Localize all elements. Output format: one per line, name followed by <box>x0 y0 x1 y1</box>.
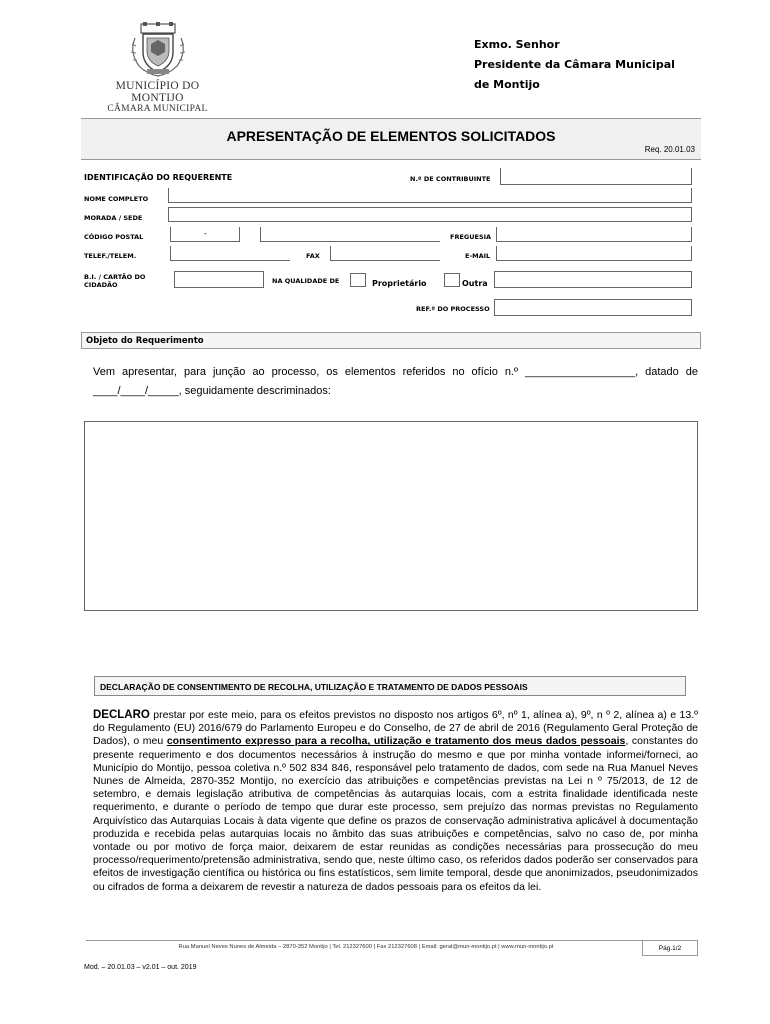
freguesia-label: FREGUESIA <box>450 233 492 241</box>
logo-text-camara: CÂMARA MUNICIPAL <box>107 104 208 114</box>
addressee-line-2: Presidente da Câmara Municipal <box>474 58 675 71</box>
fax-label: FAX <box>306 252 320 260</box>
codigo-postal-label: CÓDIGO POSTAL <box>84 233 144 241</box>
bi-field[interactable] <box>174 271 264 288</box>
freguesia-frame <box>496 227 692 242</box>
objeto-text: Vem apresentar, para junção ao processo, os elementos referidos no ofício n.º __________________, datado de ____/____/_____, seguidamente descriminados: <box>93 366 698 397</box>
addressee-line-1: Exmo. Senhor <box>474 38 560 51</box>
coat-of-arms-icon <box>127 22 189 78</box>
municipality-logo <box>95 22 220 112</box>
proprietario-checkbox[interactable] <box>350 273 366 287</box>
morada-field[interactable] <box>168 207 692 222</box>
outra-checkbox[interactable] <box>444 273 460 287</box>
telef-label: TELEF./TELEM. <box>84 252 137 260</box>
page-number: Pág.1/2 <box>642 940 698 956</box>
ref-processo-label: REF.º DO PROCESSO <box>416 305 490 313</box>
declaracao-part1: prestar por este meio, para os efeitos previstos no disposto nos artigos 6º, nº 1, alínea a), 9º, n º 2, alínea a) e 13.º do Regulamento (EU) 2016/679 do Parlamento Europeu e do Conselho, de 27 de abril de 2016 (Regulamento Geral Proteção de Dados), o meu <box>93 709 698 748</box>
morada-label: MORADA / SEDE <box>84 214 143 222</box>
email-label: E-MAIL <box>465 252 491 260</box>
declaracao-heading: DECLARAÇÃO DE CONSENTIMENTO DE RECOLHA, UTILIZAÇÃO E TRATAMENTO DE DADOS PESSOAIS <box>100 682 528 692</box>
email-frame <box>496 246 692 261</box>
contribuinte-field-frame <box>500 168 692 185</box>
footer-address: Rua Manuel Neves Nunes de Almeida – 2870-352 Montijo | Tel. 212327600 | Fax 212327608 | Email: geral@mun-montijo.pt | www.mun-montijo.pt <box>178 944 554 950</box>
declaracao-heading-box <box>94 676 686 696</box>
declaracao-lead: DECLARO <box>93 709 150 721</box>
declaracao-part2: , constantes do presente requerimento e dos documentos necessários à instrução do mesmo e que por minha vontade informei/forneci, ao Município do Montijo, pessoa coletiva n.º 502 834 846, responsável pelo tratamento de dados, com sede na Rua Manuel Neves Nunes de Almeida, 2870-352 Montijo, no exercício das atribuições e competências previstas na Lei n º 75/2013, de 12 de setembro, e demais legislação atributiva de competências às autarquias locais, com a estrita finalidade identificada neste requerimento, e durante o período de tempo que durar este processo, sem prejuízo das normas previstas no Regulamento Arquivístico das Autarquias Locais à data vigente que define os prazos de conservação administrativa aplicável à documentação produzida e recebida pelas autarquias locais no âmbito das suas atribuições e competências, salvo no caso de, por minha vontade ou por motivo de força maior, deixarem de estar reunidas as condições necessárias para prossecução do meu processo/requerimento/pretensão administrativa, sendo que, neste último caso, os referidos dados poderão ser conservados para efeitos de investigação científica ou histórica ou fins estatísticos, sem limite temporal, desde que anonimizados, pseudonimizados ou cifrados de forma a deixarem de revestir a natureza de dados pessoais para os efeitos da lei. <box>93 735 698 893</box>
contribuinte-label: N.º DE CONTRIBUINTE <box>410 175 491 183</box>
footer-bar <box>86 940 698 957</box>
elementos-textarea[interactable] <box>84 421 698 611</box>
addressee-line-3: de Montijo <box>474 78 540 91</box>
codigo-postal-separator: - <box>204 229 207 238</box>
outra-field[interactable] <box>494 271 692 288</box>
requerente-heading: IDENTIFICAÇÃO DO REQUERENTE <box>84 173 233 182</box>
outra-label: Outra <box>462 279 488 288</box>
bi-label-1: B.I. / CARTÃO DO <box>84 273 146 281</box>
declaracao-consent-underlined: consentimento expresso para a recolha, utilização e tratamento dos meus dados pessoais <box>166 735 626 748</box>
proprietario-label: Proprietário <box>372 279 427 288</box>
addressee-block <box>474 35 675 95</box>
ref-processo-field[interactable] <box>494 299 692 316</box>
logo-text-municipio: MUNICÍPIO DO MONTIJO <box>115 80 200 104</box>
model-version: Mod. – 20.01.03 – v2.01 – out. 2019 <box>84 964 197 971</box>
nome-field-frame <box>168 188 692 203</box>
objeto-heading-box <box>81 332 701 349</box>
declaracao-text <box>93 709 698 894</box>
nome-label: NOME COMPLETO <box>84 195 149 203</box>
form-reference: Req. 20.01.03 <box>644 145 695 154</box>
objeto-heading: Objeto do Requerimento <box>86 336 204 346</box>
form-title-box <box>81 118 701 160</box>
telef-field[interactable] <box>170 246 290 261</box>
qualidade-label: NA QUALIDADE DE <box>272 277 340 285</box>
form-title: APRESENTAÇÃO DE ELEMENTOS SOLICITADOS <box>226 128 556 144</box>
bi-label-2: CIDADÃO <box>84 281 118 289</box>
localidade-field[interactable] <box>260 227 440 242</box>
fax-field[interactable] <box>330 246 440 261</box>
footer-divider <box>86 940 698 941</box>
